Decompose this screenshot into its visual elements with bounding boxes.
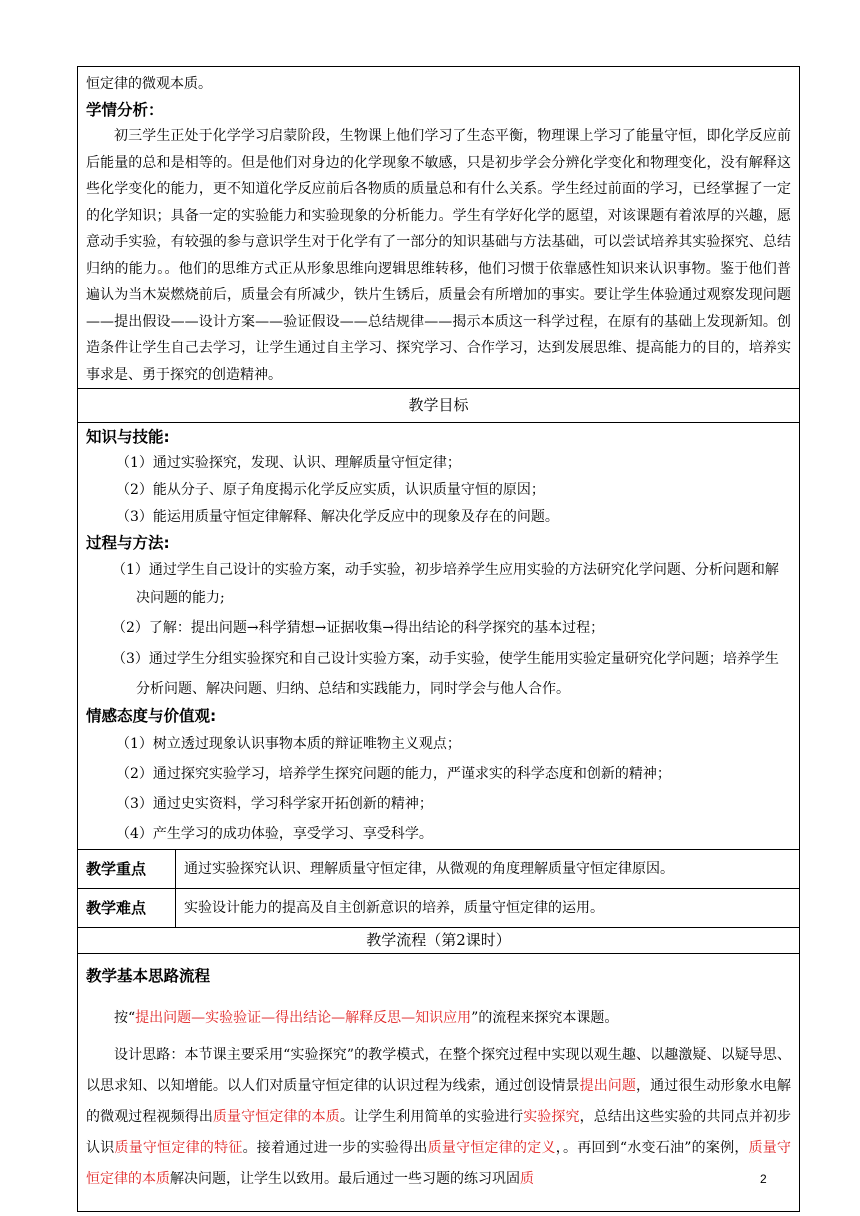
knowledge-item: （3）能运用质量守恒定律解释、解决化学反应中的现象及存在的问题。 [116, 509, 559, 525]
knowledge-item: （2）能从分子、原子角度揭示化学反应实质，认识质量守恒的原因； [116, 482, 545, 498]
process-item: （3）通过学生分组实验探究和自己设计实验方案，动手实验，使学生能用实验定量研究化学问题；培养学生分析问题、解决问题、归纳、总结和实践能力，同时学会与他人合作。 [112, 651, 779, 697]
difficulty-label: 教学难点 [78, 889, 176, 928]
process-item: （2）了解：提出问题→科学猜想→证据收集→得出结论的科学探究的基本过程； [112, 620, 605, 636]
design-text: ，。再回到“水变石油”的案例， [555, 1140, 749, 1156]
design-highlight: 质量守恒定律的本质 [212, 1109, 340, 1125]
design-text: 设计思路：本节课主要采用“实验探究”的教学模式，在整个探究过程中实现以观生趣、以趣激疑、以疑导思、以思求知、以知增能。以人们对质量守恒定律的认识过程为线索，通过创设情景 [86, 1047, 792, 1094]
emotion-heading: 情感态度与价值观: [86, 707, 217, 725]
flow-title: 教学流程（第2课时） [78, 928, 800, 954]
key-point-value: 通过实验探究认识、理解质量守恒定律，从微观的角度理解质量守恒定律原因。 [176, 850, 800, 889]
key-point-label: 教学重点 [78, 850, 176, 889]
process-heading: 过程与方法: [86, 534, 170, 552]
design-idea-paragraph [86, 1040, 791, 1195]
flow-cell [78, 954, 800, 1212]
design-highlight: 提出问题 [579, 1078, 637, 1094]
difficulty-value: 实验设计能力的提高及自主创新意识的培养，质量守恒定律的运用。 [176, 889, 800, 928]
situation-analysis-cell [78, 67, 800, 389]
objectives-title: 教学目标 [78, 389, 800, 423]
page-number: 2 [760, 1172, 767, 1186]
situation-heading: 学情分析： [86, 101, 164, 119]
emotion-item: （4）产生学习的成功体验，享受学习、享受科学。 [116, 826, 433, 842]
design-text: ，通过很生动形象水电解的微观过程视频得出 [86, 1078, 792, 1125]
emotion-item: （2）通过探究实验学习，培养学生探究问题的能力，严谨求实的科学态度和创新的精神； [116, 766, 671, 782]
emotion-item: （3）通过史实资料，学习科学家开拓创新的精神； [116, 796, 433, 812]
design-highlight: 质量守恒定律的本质 [86, 1140, 792, 1187]
design-text: 解决问题，让学生以致用。最后通过一些习题的练习巩固 [170, 1171, 520, 1187]
flow-heading: 教学基本思路流程 [86, 967, 211, 985]
knowledge-item: （1）通过实验探究，发现、认识、理解质量守恒定律； [116, 455, 461, 471]
lesson-plan-table [77, 66, 800, 1212]
design-text: 。让学生利用简单的实验进行 [339, 1109, 524, 1125]
intro-tail-text: 恒定律的微观本质。 [86, 76, 212, 92]
design-text: ，总结出这些实验的共同点并初步认识 [86, 1109, 792, 1156]
design-highlight: 质量守恒定律的特征 [114, 1140, 243, 1156]
design-text: 。接着通过进一步的实验得出 [242, 1140, 428, 1156]
emotion-item: （1）树立透过现象认识事物本质的辩证唯物主义观点； [116, 736, 461, 752]
flow-line-prefix: 按“ [114, 1010, 136, 1026]
process-item: （1）通过学生自己设计的实验方案，动手实验，初步培养学生应用实验的方法研究化学问题、分析问题和解决问题的能力; [112, 562, 779, 606]
situation-paragraph: 初三学生正处于化学学习启蒙阶段，生物课上他们学习了生态平衡，物理课上学习了能量守恒，即化学反应前后能量的总和是相等的。但是他们对身边的化学现象不敏感，只是初步学会分辨化学变化和物理变化，没有解释这些化学变化的能力，更不知道化学反应前后各物质的质量总和有什么关系。学生经过前面的学习，已经掌握了一定的化学知识；具备一定的实验能力和实验现象的分析能力。学生有学好化学的愿望，对该课题有着浓厚的兴趣，愿意动手实验，有较强的参与意识学生对于化学有了一部分的知识基础与方法基础，可以尝试培养其实验探究、总结归纳的能力。。他们的思维方式正从形象思维向逻辑思维转移，他们习惯于依靠感性知识来认识事物。鉴于他们普遍认为当木炭燃烧前后，质量会有所减少，铁片生锈后，质量会有所增加的事实。要让学生体验通过观察发现问题——提出假设——设计方案——验证假设——总结规律——揭示本质这一科学过程，在原有的基础上发现新知。创造条件让学生自己去学习，让学生通过自主学习、探究学习、合作学习，达到发展思维、提高能力的目的，培养实事求是、勇于探究的创造精神。 [86, 128, 792, 383]
flow-steps-highlight: 提出问题—实验验证—得出结论—解释反思—知识应用 [135, 1010, 472, 1026]
flow-line [86, 1003, 791, 1034]
objectives-cell [78, 423, 800, 850]
knowledge-heading: 知识与技能: [86, 428, 170, 446]
flow-line-suffix: ”的流程来探究本课题。 [471, 1010, 619, 1026]
design-highlight: 质量守恒定律的定义 [427, 1140, 556, 1156]
design-highlight: 质 [520, 1171, 534, 1187]
design-highlight: 实验探究 [523, 1109, 580, 1125]
